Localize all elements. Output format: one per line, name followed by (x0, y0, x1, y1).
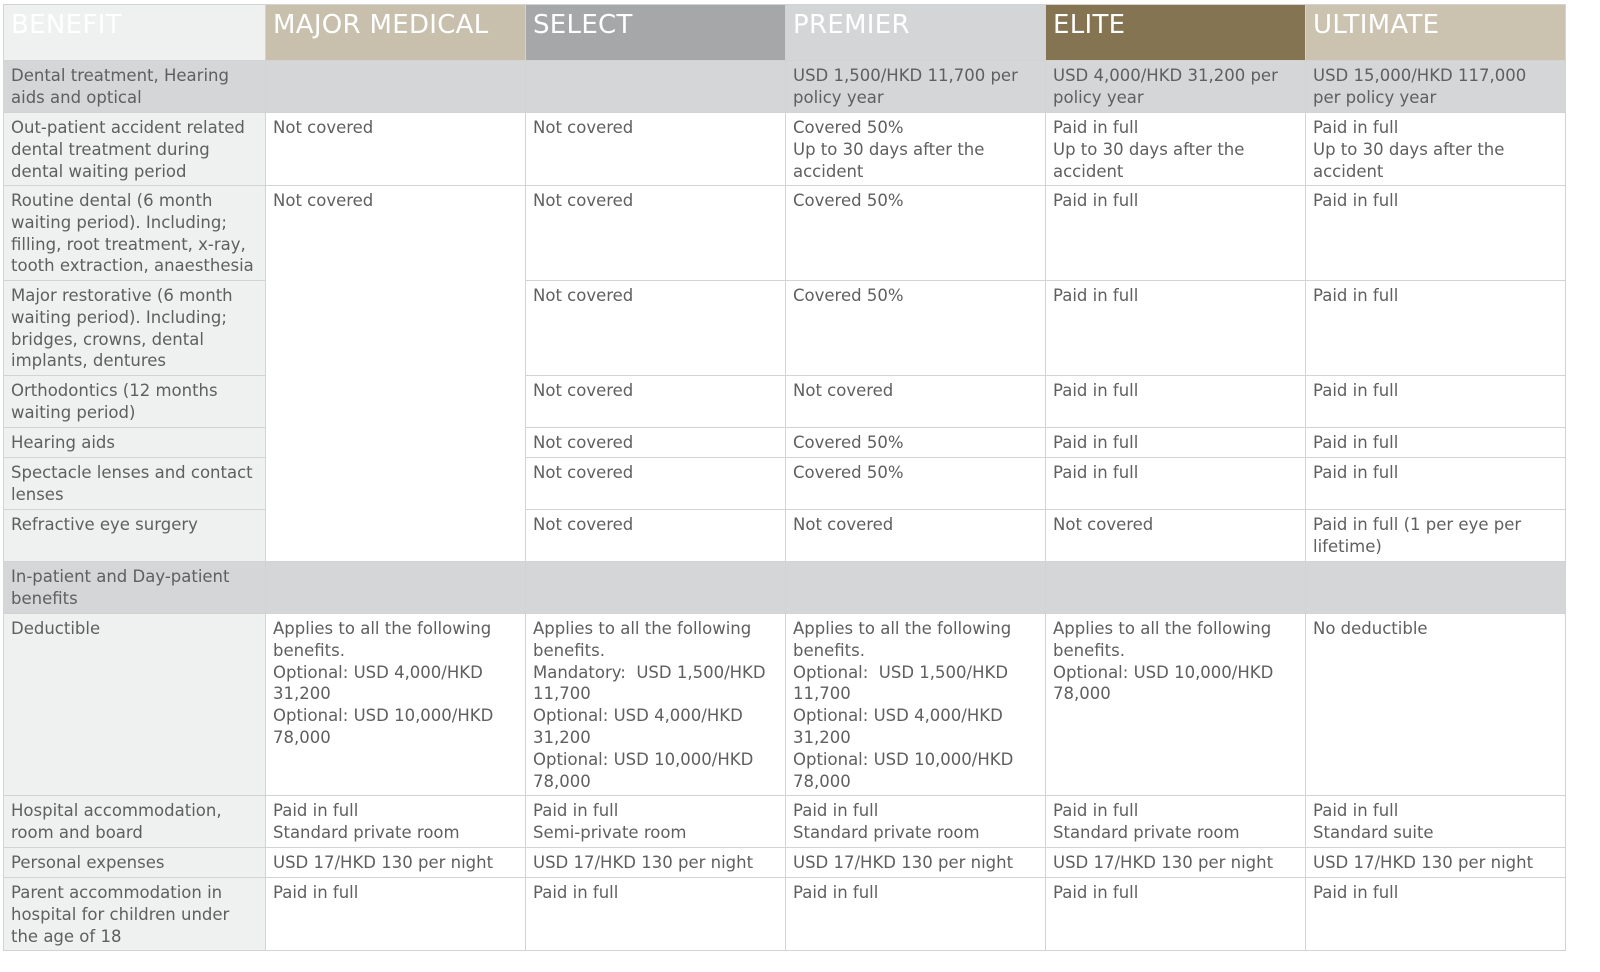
cell-elite: Paid in full (1046, 428, 1306, 458)
cell-select: Not covered (526, 376, 786, 428)
cell-ultimate: Paid in full (1306, 428, 1566, 458)
cell-line: Applies to all the following benefits. (793, 619, 1017, 660)
cell-major: USD 17/HKD 130 per night (266, 848, 526, 878)
cell-premier: USD 17/HKD 130 per night (786, 848, 1046, 878)
cell-select: Not covered (526, 458, 786, 510)
cell-elite: Not covered (1046, 510, 1306, 562)
header-major-medical: MAJOR MEDICAL (266, 5, 526, 61)
cell-elite: USD 4,000/HKD 31,200 per policy year (1046, 61, 1306, 113)
cell-select (526, 562, 786, 614)
table-row (4, 510, 1566, 562)
cell-premier (786, 796, 1046, 848)
cell-premier: Not covered (786, 510, 1046, 562)
cell-select: Not covered (526, 186, 786, 281)
cell-elite: Paid in full (1046, 458, 1306, 510)
cell-ultimate (1306, 113, 1566, 186)
cell-line: Optional: USD 1,500/HKD 11,700 (793, 662, 1014, 704)
cell-line: Paid in full (1313, 801, 1399, 820)
cell-line: Paid in full (1053, 801, 1139, 820)
inpatient-section-row (4, 562, 1566, 614)
cell-ultimate: Paid in full (1 per eye per lifetime) (1306, 510, 1566, 562)
cell-ultimate (1306, 562, 1566, 614)
cell-line: Optional: USD 4,000/HKD 31,200 (273, 662, 489, 704)
cell-premier (786, 562, 1046, 614)
cell-premier: Not covered (786, 376, 1046, 428)
cell-line: Applies to all the following benefits. (533, 619, 757, 660)
cell-line: Paid in full (533, 801, 619, 820)
row-label: Major restorative (6 month waiting period). Including; bridges, crowns, dental implants, dentures (4, 281, 266, 376)
parent-accommodation-row (4, 878, 1566, 951)
cell-line: Up to 30 days after the accident (793, 139, 990, 181)
cell-line: Paid in full (793, 801, 879, 820)
cell-select: Not covered (526, 510, 786, 562)
row-label: Out-patient accident related dental treatment during dental waiting period (4, 113, 266, 186)
cell-major (266, 562, 526, 614)
cell-line: Covered 50% (793, 118, 904, 137)
cell-line: Applies to all the following benefits. (1053, 619, 1277, 660)
cell-major (266, 796, 526, 848)
table-row (4, 281, 1566, 376)
row-label: Deductible (4, 614, 266, 796)
header-premier: PREMIER (786, 5, 1046, 61)
table-row (4, 113, 1566, 186)
cell-line: Optional: USD 10,000/HKD 78,000 (1053, 662, 1279, 704)
cell-select (526, 614, 786, 796)
cell-elite (1046, 113, 1306, 186)
benefits-table (3, 4, 1566, 951)
cell-line: Optional: USD 10,000/HKD 78,000 (273, 706, 499, 747)
cell-line: Standard suite (1313, 822, 1434, 842)
cell-line: Up to 30 days after the accident (1053, 139, 1250, 181)
row-label: Spectacle lenses and contact lenses (4, 458, 266, 510)
row-label: Dental treatment, Hearing aids and optical (4, 61, 266, 113)
header-ultimate: ULTIMATE (1306, 5, 1566, 61)
cell-premier: USD 1,500/HKD 11,700 per policy year (786, 61, 1046, 113)
row-label: Personal expenses (4, 848, 266, 878)
cell-major-merged: Not covered (266, 186, 526, 562)
cell-select (526, 61, 786, 113)
cell-premier (786, 614, 1046, 796)
cell-line: Mandatory: USD 1,500/HKD 11,700 (533, 662, 771, 704)
dental-section-row (4, 61, 1566, 113)
row-label: Refractive eye surgery (4, 510, 266, 562)
cell-ultimate: No deductible (1306, 614, 1566, 796)
cell-ultimate: Paid in full (1306, 186, 1566, 281)
cell-ultimate: Paid in full (1306, 878, 1566, 951)
cell-ultimate (1306, 796, 1566, 848)
cell-line: Paid in full (1053, 118, 1139, 137)
cell-select: USD 17/HKD 130 per night (526, 848, 786, 878)
cell-ultimate: Paid in full (1306, 281, 1566, 376)
benefits-table-wrapper (3, 4, 1566, 951)
cell-major: Not covered (266, 113, 526, 186)
table-row (4, 458, 1566, 510)
cell-line: Up to 30 days after the accident (1313, 139, 1510, 181)
header-elite: ELITE (1046, 5, 1306, 61)
cell-select: Not covered (526, 281, 786, 376)
cell-premier: Paid in full (786, 878, 1046, 951)
cell-line: Optional: USD 4,000/HKD 31,200 (533, 706, 749, 747)
personal-expenses-row (4, 848, 1566, 878)
cell-line: Optional: USD 10,000/HKD 78,000 (533, 749, 759, 791)
cell-premier: Covered 50% (786, 458, 1046, 510)
table-row (4, 376, 1566, 428)
cell-select: Paid in full (526, 878, 786, 951)
cell-premier (786, 113, 1046, 186)
cell-elite (1046, 562, 1306, 614)
cell-line: Standard private room (273, 822, 460, 842)
cell-select: Not covered (526, 113, 786, 186)
cell-premier: Covered 50% (786, 428, 1046, 458)
row-label: Hospital accommodation, room and board (4, 796, 266, 848)
cell-line: Paid in full (1313, 118, 1399, 137)
cell-elite: Paid in full (1046, 376, 1306, 428)
cell-elite: Paid in full (1046, 878, 1306, 951)
cell-select (526, 796, 786, 848)
cell-major (266, 61, 526, 113)
cell-ultimate: Paid in full (1306, 376, 1566, 428)
cell-line: Standard private room (1053, 822, 1240, 842)
cell-elite (1046, 614, 1306, 796)
header-row (4, 5, 1566, 61)
cell-elite: Paid in full (1046, 186, 1306, 281)
header-benefit: BENEFIT (4, 5, 266, 61)
table-row (4, 186, 1566, 281)
row-label: Orthodontics (12 months waiting period) (4, 376, 266, 428)
row-label: Parent accommodation in hospital for children under the age of 18 (4, 878, 266, 951)
cell-line: Optional: USD 10,000/HKD 78,000 (793, 749, 1019, 791)
cell-elite (1046, 796, 1306, 848)
cell-line: Semi-private room (533, 822, 687, 842)
cell-line: Paid in full (273, 801, 359, 820)
cell-ultimate: Paid in full (1306, 458, 1566, 510)
deductible-row (4, 614, 1566, 796)
cell-major: Paid in full (266, 878, 526, 951)
cell-premier: Covered 50% (786, 186, 1046, 281)
cell-select: Not covered (526, 428, 786, 458)
cell-ultimate: USD 17/HKD 130 per night (1306, 848, 1566, 878)
accommodation-row (4, 796, 1566, 848)
row-label: Routine dental (6 month waiting period). Including; filling, root treatment, x-ray, tooth extraction, anaesthesia (4, 186, 266, 281)
row-label: Hearing aids (4, 428, 266, 458)
table-row (4, 428, 1566, 458)
row-label: In-patient and Day-patient benefits (4, 562, 266, 614)
cell-line: Standard private room (793, 822, 980, 842)
header-select: SELECT (526, 5, 786, 61)
cell-line: Applies to all the following benefits. (273, 619, 497, 660)
cell-elite: Paid in full (1046, 281, 1306, 376)
cell-ultimate: USD 15,000/HKD 117,000 per policy year (1306, 61, 1566, 113)
cell-elite: USD 17/HKD 130 per night (1046, 848, 1306, 878)
cell-major (266, 614, 526, 796)
cell-line: Optional: USD 4,000/HKD 31,200 (793, 706, 1009, 747)
cell-premier: Covered 50% (786, 281, 1046, 376)
